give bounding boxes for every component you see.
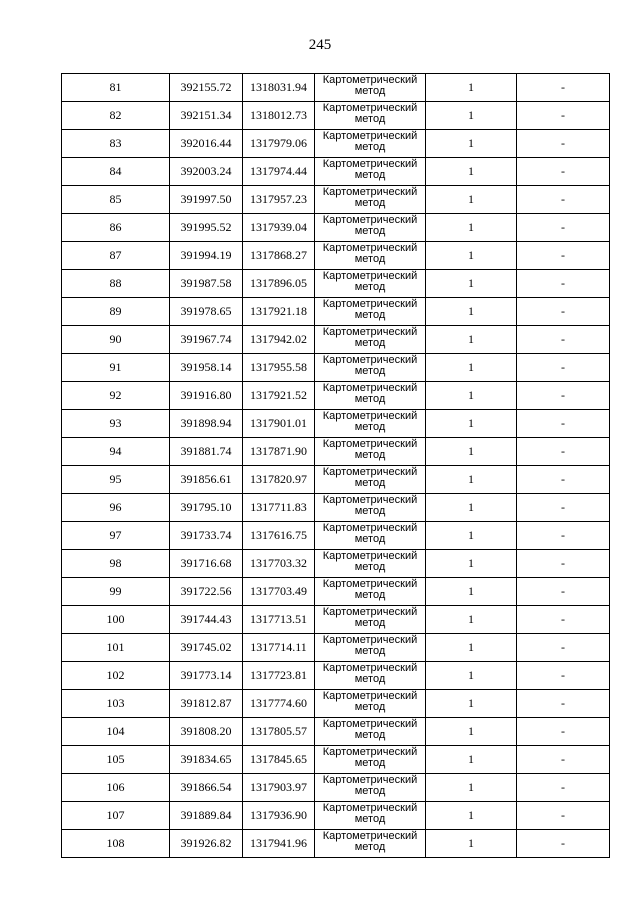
method-cell xyxy=(315,466,426,494)
note-cell: - xyxy=(517,522,610,550)
method-line-1: Картометрический xyxy=(322,354,418,366)
method-line-2: метод xyxy=(354,729,386,741)
method-line-1: Картометрический xyxy=(322,214,418,226)
point-number-cell: 100 xyxy=(62,606,170,634)
method-line-2: метод xyxy=(354,281,386,293)
point-number-cell: 88 xyxy=(62,270,170,298)
table-row xyxy=(62,270,610,298)
y-coordinate-cell: 1318031.94 xyxy=(243,74,315,102)
accuracy-cell: 1 xyxy=(426,438,517,466)
point-number-cell: 82 xyxy=(62,102,170,130)
method-cell xyxy=(315,746,426,774)
y-coordinate-cell: 1317805.57 xyxy=(243,718,315,746)
note-cell: - xyxy=(517,718,610,746)
method-line-1: Картометрический xyxy=(322,270,418,282)
method-line-2: метод xyxy=(354,169,386,181)
x-coordinate-cell: 391812.87 xyxy=(170,690,243,718)
y-coordinate-cell: 1318012.73 xyxy=(243,102,315,130)
table-row xyxy=(62,774,610,802)
accuracy-cell: 1 xyxy=(426,550,517,578)
table-row xyxy=(62,74,610,102)
accuracy-cell: 1 xyxy=(426,522,517,550)
note-cell: - xyxy=(517,746,610,774)
method-line-1: Картометрический xyxy=(322,690,418,702)
note-cell: - xyxy=(517,830,610,858)
method-line-1: Картометрический xyxy=(322,382,418,394)
method-cell xyxy=(315,550,426,578)
y-coordinate-cell: 1317845.65 xyxy=(243,746,315,774)
method-cell xyxy=(315,214,426,242)
method-line-1: Картометрический xyxy=(322,326,418,338)
accuracy-cell: 1 xyxy=(426,102,517,130)
y-coordinate-cell: 1317774.60 xyxy=(243,690,315,718)
method-line-2: метод xyxy=(354,253,386,265)
method-line-2: метод xyxy=(354,813,386,825)
method-cell xyxy=(315,270,426,298)
table-row xyxy=(62,522,610,550)
coordinates-table xyxy=(61,73,610,858)
note-cell: - xyxy=(517,410,610,438)
table-row xyxy=(62,662,610,690)
accuracy-cell: 1 xyxy=(426,382,517,410)
note-cell: - xyxy=(517,186,610,214)
x-coordinate-cell: 392003.24 xyxy=(170,158,243,186)
method-line-2: метод xyxy=(354,421,386,433)
table-row xyxy=(62,494,610,522)
method-line-2: метод xyxy=(354,225,386,237)
y-coordinate-cell: 1317942.02 xyxy=(243,326,315,354)
method-line-1: Картометрический xyxy=(322,774,418,786)
method-line-2: метод xyxy=(354,757,386,769)
method-cell xyxy=(315,634,426,662)
method-line-2: метод xyxy=(354,617,386,629)
page-number: 245 xyxy=(308,37,332,53)
point-number-cell: 97 xyxy=(62,522,170,550)
x-coordinate-cell: 391978.65 xyxy=(170,298,243,326)
note-cell: - xyxy=(517,74,610,102)
point-number-cell: 106 xyxy=(62,774,170,802)
method-line-1: Картометрический xyxy=(322,102,418,114)
method-line-2: метод xyxy=(354,365,386,377)
method-line-2: метод xyxy=(354,533,386,545)
point-number-cell: 96 xyxy=(62,494,170,522)
point-number-cell: 94 xyxy=(62,438,170,466)
accuracy-cell: 1 xyxy=(426,270,517,298)
method-line-2: метод xyxy=(354,337,386,349)
note-cell: - xyxy=(517,466,610,494)
x-coordinate-cell: 392155.72 xyxy=(170,74,243,102)
note-cell: - xyxy=(517,606,610,634)
x-coordinate-cell: 391881.74 xyxy=(170,438,243,466)
y-coordinate-cell: 1317955.58 xyxy=(243,354,315,382)
y-coordinate-cell: 1317957.23 xyxy=(243,186,315,214)
table-row xyxy=(62,550,610,578)
x-coordinate-cell: 391733.74 xyxy=(170,522,243,550)
point-number-cell: 107 xyxy=(62,802,170,830)
method-line-1: Картометрический xyxy=(322,130,418,142)
y-coordinate-cell: 1317820.97 xyxy=(243,466,315,494)
method-line-2: метод xyxy=(354,113,386,125)
y-coordinate-cell: 1317703.49 xyxy=(243,578,315,606)
table-row xyxy=(62,830,610,858)
method-line-2: метод xyxy=(354,589,386,601)
x-coordinate-cell: 391808.20 xyxy=(170,718,243,746)
x-coordinate-cell: 391744.43 xyxy=(170,606,243,634)
method-line-1: Картометрический xyxy=(322,522,418,534)
method-line-1: Картометрический xyxy=(322,158,418,170)
x-coordinate-cell: 391994.19 xyxy=(170,242,243,270)
point-number-cell: 85 xyxy=(62,186,170,214)
table-row xyxy=(62,438,610,466)
accuracy-cell: 1 xyxy=(426,130,517,158)
method-line-2: метод xyxy=(354,645,386,657)
table-row xyxy=(62,102,610,130)
y-coordinate-cell: 1317921.18 xyxy=(243,298,315,326)
table-row xyxy=(62,130,610,158)
method-line-2: метод xyxy=(354,449,386,461)
method-line-2: метод xyxy=(354,701,386,713)
note-cell: - xyxy=(517,102,610,130)
method-line-2: метод xyxy=(354,141,386,153)
note-cell: - xyxy=(517,326,610,354)
y-coordinate-cell: 1317921.52 xyxy=(243,382,315,410)
table-row xyxy=(62,298,610,326)
note-cell: - xyxy=(517,578,610,606)
x-coordinate-cell: 391795.10 xyxy=(170,494,243,522)
note-cell: - xyxy=(517,354,610,382)
x-coordinate-cell: 392151.34 xyxy=(170,102,243,130)
table-row xyxy=(62,186,610,214)
x-coordinate-cell: 391716.68 xyxy=(170,550,243,578)
accuracy-cell: 1 xyxy=(426,494,517,522)
method-line-1: Картометрический xyxy=(322,242,418,254)
accuracy-cell: 1 xyxy=(426,410,517,438)
note-cell: - xyxy=(517,550,610,578)
table-row xyxy=(62,382,610,410)
note-cell: - xyxy=(517,774,610,802)
note-cell: - xyxy=(517,270,610,298)
method-cell xyxy=(315,382,426,410)
note-cell: - xyxy=(517,494,610,522)
x-coordinate-cell: 391997.50 xyxy=(170,186,243,214)
method-line-2: метод xyxy=(354,673,386,685)
note-cell: - xyxy=(517,690,610,718)
y-coordinate-cell: 1317903.97 xyxy=(243,774,315,802)
accuracy-cell: 1 xyxy=(426,634,517,662)
accuracy-cell: 1 xyxy=(426,242,517,270)
x-coordinate-cell: 392016.44 xyxy=(170,130,243,158)
x-coordinate-cell: 391898.94 xyxy=(170,410,243,438)
method-cell xyxy=(315,718,426,746)
method-line-2: метод xyxy=(354,393,386,405)
accuracy-cell: 1 xyxy=(426,690,517,718)
method-line-1: Картометрический xyxy=(322,494,418,506)
method-cell xyxy=(315,186,426,214)
y-coordinate-cell: 1317711.83 xyxy=(243,494,315,522)
point-number-cell: 83 xyxy=(62,130,170,158)
note-cell: - xyxy=(517,242,610,270)
accuracy-cell: 1 xyxy=(426,74,517,102)
method-cell xyxy=(315,830,426,858)
x-coordinate-cell: 391834.65 xyxy=(170,746,243,774)
table-row xyxy=(62,242,610,270)
y-coordinate-cell: 1317896.05 xyxy=(243,270,315,298)
method-line-1: Картометрический xyxy=(322,578,418,590)
accuracy-cell: 1 xyxy=(426,606,517,634)
table-row xyxy=(62,746,610,774)
note-cell: - xyxy=(517,130,610,158)
x-coordinate-cell: 391722.56 xyxy=(170,578,243,606)
method-line-2: метод xyxy=(354,85,386,97)
point-number-cell: 99 xyxy=(62,578,170,606)
point-number-cell: 102 xyxy=(62,662,170,690)
method-line-1: Картометрический xyxy=(322,718,418,730)
method-cell xyxy=(315,130,426,158)
method-cell xyxy=(315,102,426,130)
note-cell: - xyxy=(517,438,610,466)
point-number-cell: 103 xyxy=(62,690,170,718)
method-cell xyxy=(315,606,426,634)
y-coordinate-cell: 1317936.90 xyxy=(243,802,315,830)
method-line-1: Картометрический xyxy=(322,830,418,842)
point-number-cell: 105 xyxy=(62,746,170,774)
table-row xyxy=(62,466,610,494)
accuracy-cell: 1 xyxy=(426,774,517,802)
table-row xyxy=(62,578,610,606)
method-cell xyxy=(315,662,426,690)
method-cell xyxy=(315,74,426,102)
point-number-cell: 98 xyxy=(62,550,170,578)
x-coordinate-cell: 391866.54 xyxy=(170,774,243,802)
method-line-2: метод xyxy=(354,785,386,797)
y-coordinate-cell: 1317901.01 xyxy=(243,410,315,438)
method-cell xyxy=(315,410,426,438)
point-number-cell: 108 xyxy=(62,830,170,858)
note-cell: - xyxy=(517,802,610,830)
table-row xyxy=(62,802,610,830)
accuracy-cell: 1 xyxy=(426,830,517,858)
method-line-1: Картометрический xyxy=(322,186,418,198)
accuracy-cell: 1 xyxy=(426,802,517,830)
y-coordinate-cell: 1317974.44 xyxy=(243,158,315,186)
accuracy-cell: 1 xyxy=(426,718,517,746)
method-cell xyxy=(315,158,426,186)
accuracy-cell: 1 xyxy=(426,354,517,382)
accuracy-cell: 1 xyxy=(426,466,517,494)
note-cell: - xyxy=(517,634,610,662)
y-coordinate-cell: 1317941.96 xyxy=(243,830,315,858)
method-line-1: Картометрический xyxy=(322,410,418,422)
y-coordinate-cell: 1317871.90 xyxy=(243,438,315,466)
x-coordinate-cell: 391995.52 xyxy=(170,214,243,242)
accuracy-cell: 1 xyxy=(426,662,517,690)
point-number-cell: 101 xyxy=(62,634,170,662)
table-row xyxy=(62,634,610,662)
table-row xyxy=(62,690,610,718)
method-line-1: Картометрический xyxy=(322,438,418,450)
accuracy-cell: 1 xyxy=(426,186,517,214)
accuracy-cell: 1 xyxy=(426,214,517,242)
point-number-cell: 90 xyxy=(62,326,170,354)
x-coordinate-cell: 391987.58 xyxy=(170,270,243,298)
point-number-cell: 89 xyxy=(62,298,170,326)
method-line-2: метод xyxy=(354,309,386,321)
method-line-2: метод xyxy=(354,841,386,853)
method-line-1: Картометрический xyxy=(322,662,418,674)
table-row xyxy=(62,410,610,438)
y-coordinate-cell: 1317979.06 xyxy=(243,130,315,158)
method-cell xyxy=(315,326,426,354)
method-line-1: Картометрический xyxy=(322,746,418,758)
point-number-cell: 91 xyxy=(62,354,170,382)
x-coordinate-cell: 391856.61 xyxy=(170,466,243,494)
y-coordinate-cell: 1317703.32 xyxy=(243,550,315,578)
method-cell xyxy=(315,494,426,522)
method-line-1: Картометрический xyxy=(322,466,418,478)
point-number-cell: 84 xyxy=(62,158,170,186)
note-cell: - xyxy=(517,214,610,242)
point-number-cell: 95 xyxy=(62,466,170,494)
x-coordinate-cell: 391889.84 xyxy=(170,802,243,830)
method-line-1: Картометрический xyxy=(322,298,418,310)
method-line-1: Картометрический xyxy=(322,634,418,646)
coordinates-table-body xyxy=(62,74,610,858)
method-line-1: Картометрический xyxy=(322,802,418,814)
point-number-cell: 93 xyxy=(62,410,170,438)
method-line-2: метод xyxy=(354,477,386,489)
method-cell xyxy=(315,354,426,382)
method-cell xyxy=(315,522,426,550)
x-coordinate-cell: 391773.14 xyxy=(170,662,243,690)
table-row xyxy=(62,606,610,634)
point-number-cell: 87 xyxy=(62,242,170,270)
accuracy-cell: 1 xyxy=(426,298,517,326)
point-number-cell: 92 xyxy=(62,382,170,410)
point-number-cell: 81 xyxy=(62,74,170,102)
note-cell: - xyxy=(517,382,610,410)
table-row xyxy=(62,214,610,242)
note-cell: - xyxy=(517,298,610,326)
point-number-cell: 86 xyxy=(62,214,170,242)
method-line-2: метод xyxy=(354,197,386,209)
table-row xyxy=(62,158,610,186)
method-line-1: Картометрический xyxy=(322,550,418,562)
y-coordinate-cell: 1317868.27 xyxy=(243,242,315,270)
point-number-cell: 104 xyxy=(62,718,170,746)
x-coordinate-cell: 391958.14 xyxy=(170,354,243,382)
method-cell xyxy=(315,578,426,606)
accuracy-cell: 1 xyxy=(426,326,517,354)
method-cell xyxy=(315,242,426,270)
accuracy-cell: 1 xyxy=(426,578,517,606)
x-coordinate-cell: 391967.74 xyxy=(170,326,243,354)
table-row xyxy=(62,718,610,746)
method-line-2: метод xyxy=(354,561,386,573)
method-line-2: метод xyxy=(354,505,386,517)
x-coordinate-cell: 391745.02 xyxy=(170,634,243,662)
y-coordinate-cell: 1317723.81 xyxy=(243,662,315,690)
y-coordinate-cell: 1317939.04 xyxy=(243,214,315,242)
note-cell: - xyxy=(517,662,610,690)
method-cell xyxy=(315,774,426,802)
method-cell xyxy=(315,298,426,326)
y-coordinate-cell: 1317714.11 xyxy=(243,634,315,662)
method-line-1: Картометрический xyxy=(322,606,418,618)
method-cell xyxy=(315,802,426,830)
y-coordinate-cell: 1317616.75 xyxy=(243,522,315,550)
table-row xyxy=(62,354,610,382)
accuracy-cell: 1 xyxy=(426,158,517,186)
method-cell xyxy=(315,690,426,718)
method-line-1: Картометрический xyxy=(322,74,418,86)
table-row xyxy=(62,326,610,354)
method-cell xyxy=(315,438,426,466)
x-coordinate-cell: 391916.80 xyxy=(170,382,243,410)
y-coordinate-cell: 1317713.51 xyxy=(243,606,315,634)
x-coordinate-cell: 391926.82 xyxy=(170,830,243,858)
accuracy-cell: 1 xyxy=(426,746,517,774)
note-cell: - xyxy=(517,158,610,186)
